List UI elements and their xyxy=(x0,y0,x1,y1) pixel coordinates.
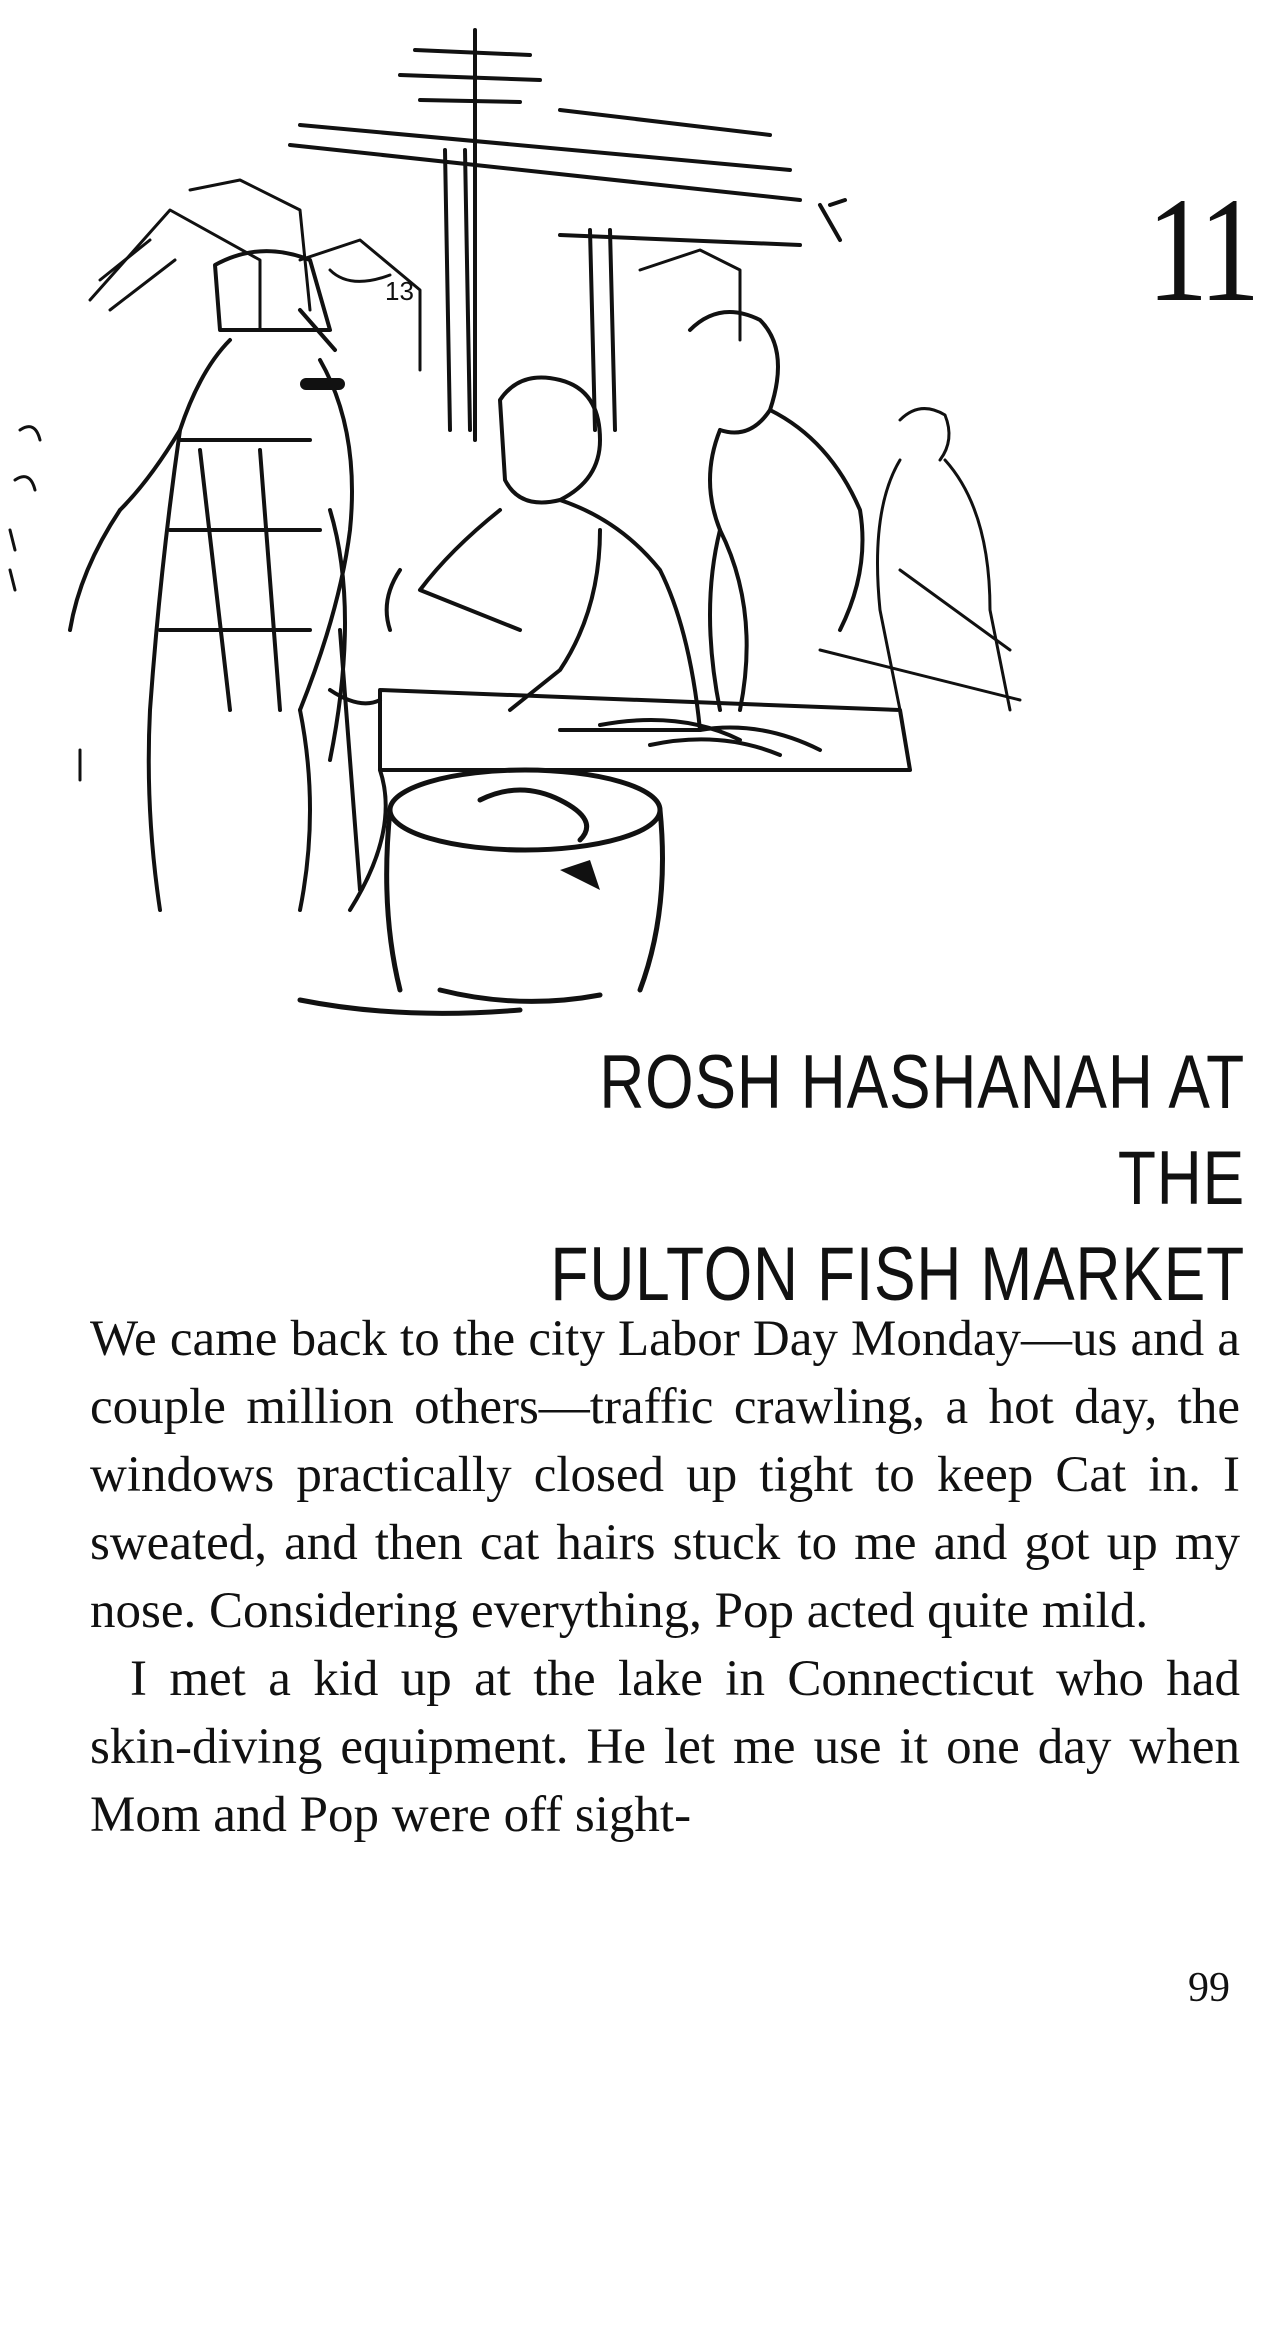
chapter-number: 11 xyxy=(1146,167,1255,333)
page-number: 99 xyxy=(1188,1965,1230,2011)
chapter-title-line-2: FULTON FISH MARKET xyxy=(550,1232,1245,1317)
body-paragraph-1: We came back to the city Labor Day Monday—us and a couple million others—traffic crawling, a hot day, the windows practically closed up tight to keep Cat in. I sweated, and then cat hairs stuck to me and got up my nose. Considering everything, Pop acted quite mild. xyxy=(90,1311,1240,1639)
body-paragraph-2: I met a kid up at the lake in Connecticut who had skin-diving equipment. He let me use it one day when Mom and Pop were off sight- xyxy=(90,1651,1240,1843)
illustration-sign-text: 13 xyxy=(385,276,414,306)
chapter-body xyxy=(90,1305,1240,1849)
chapter-title xyxy=(507,1035,1245,1323)
chapter-title-line-1: ROSH HASHANAH AT THE xyxy=(599,1040,1245,1221)
fish-market-sketch-icon xyxy=(0,10,1040,1030)
